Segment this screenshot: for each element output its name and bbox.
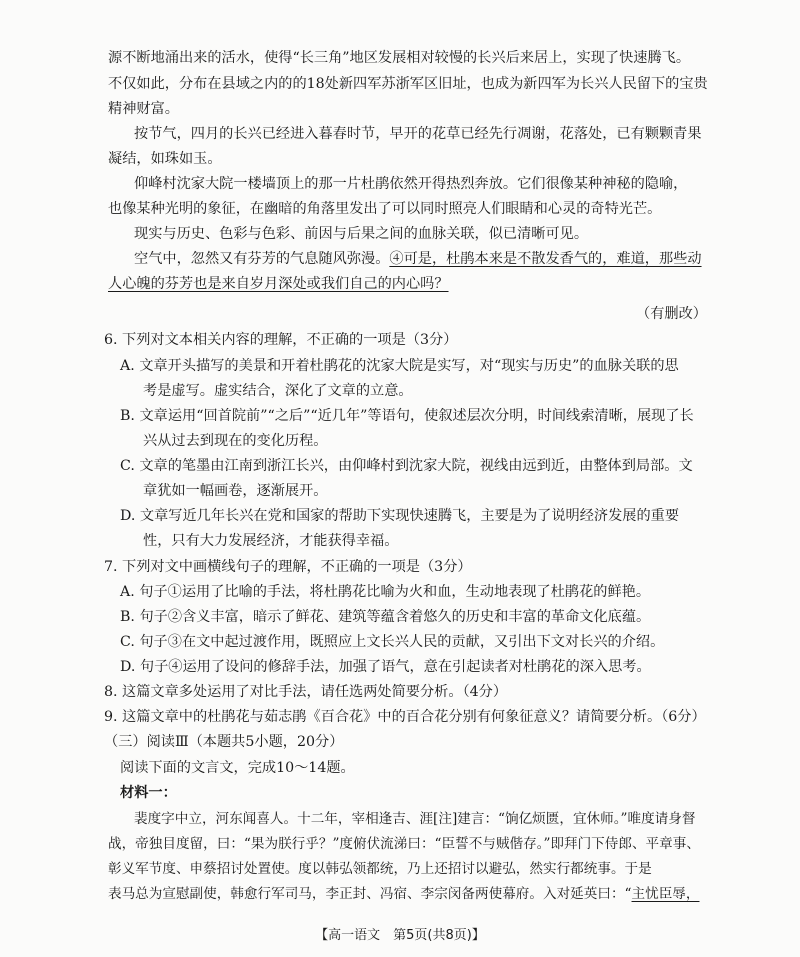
passage-line: 凝结，如珠如玉。 <box>108 151 222 167</box>
passage-line: 现实与历史、色彩与色彩、前因与后果之间的血脉关联，似已清晰可见。 <box>134 226 589 242</box>
passage-line: 不仅如此，分布在县域之内的的18处新四军苏浙军区旧址，也成为新四军为长兴人民留下的宝贵 <box>108 76 708 92</box>
passage-line <box>134 249 702 269</box>
q6-option-a-cont: 考是虚写。虚实结合，深化了文章的立意。 <box>143 383 413 399</box>
classical-text: 表马总为宣慰副使，韩愈行军司马，李正封、冯宿、李宗闵备两使幕府。入对延英曰：“ <box>108 886 632 902</box>
passage-line: 源不断地涌出来的活水，使得“长三角”地区发展相对较慢的长兴后来居上，实现了快速腾飞。 <box>108 50 691 66</box>
q6-option-c-cont: 章犹如一幅画卷，逐渐展开。 <box>143 483 328 499</box>
q6-option-d: D. 文章写近几年长兴在党和国家的帮助下实现快速腾飞，主要是为了说明经济发展的重要 <box>120 508 680 524</box>
q7-option-b: B. 句子②含义丰富，暗示了鲜花、建筑等蕴含着悠久的历史和丰富的革命文化底蕴。 <box>120 609 651 625</box>
material-1-label: 材料一： <box>120 785 177 801</box>
passage-line: 仰峰村沈家大院一楼墙顶上的那一片杜鹃依然开得热烈奔放。它们很像某种神秘的隐喻， <box>134 176 688 192</box>
classical-line <box>108 884 699 904</box>
q6-option-c: C. 文章的笔墨由江南到浙江长兴，由仰峰村到沈家大院，视线由远到近，由整体到局部。文 <box>120 458 693 474</box>
classical-line: 彰义军节度、申蔡招讨处置使。度以韩弘领都统，乃上还招讨以避弘，然实行都统事。于是 <box>108 861 652 877</box>
q7-option-c: C. 句子③在文中起过渡作用，既照应上文长兴人民的贡献，又引出下文对长兴的介绍。 <box>120 634 665 650</box>
question-7-stem: 7. 下列对文中画横线句子的理解，不正确的一项是（3分） <box>104 559 472 575</box>
classical-line: 裴度字中立，河东闻喜人。十二年，宰相逢吉、涯[注]建言：“饷亿烦匮，宜休师。”唯度请身督 <box>134 811 696 827</box>
section-3-title: （三）阅读Ⅲ（本题共5小题，20分） <box>104 734 344 750</box>
q7-option-a: A. 句子①运用了比喻的手法，将杜鹃花比喻为火和血，生动地表现了杜鹃花的鲜艳。 <box>120 584 651 600</box>
classical-line: 战，帝独目度留，曰：“果为朕行乎？”度俯伏流涕曰：“臣誓不与贼偕存。”即拜门下侍郎、平章事、 <box>108 836 700 852</box>
underlined-sentence: 主忧臣辱， <box>631 886 700 902</box>
section-3-instruction: 阅读下面的文言文，完成10～14题。 <box>120 760 355 776</box>
underlined-sentence-4-cont: 人心魄的芬芳也是来自岁月深处或我们自己的内心吗？ <box>108 276 449 292</box>
question-9: 9. 这篇文章中的杜鹃花与茹志鹃《百合花》中的百合花分别有何象征意义？请简要分析。（6分） <box>104 709 706 725</box>
question-8: 8. 这篇文章多处运用了对比手法，请任选两处简要分析。（4分） <box>104 684 508 700</box>
question-6-stem: 6. 下列对文本相关内容的理解，不正确的一项是（3分） <box>104 332 458 348</box>
q6-option-d-cont: 性，只有大力发展经济，才能获得幸福。 <box>143 533 399 549</box>
q7-option-d: D. 句子④运用了设问的修辞手法，加强了语气，意在引起读者对杜鹃花的深入思考。 <box>120 659 651 675</box>
underlined-sentence-4: ④可是，杜鹃本来是不散发香气的，难道，那些动 <box>389 251 702 267</box>
passage-line: 按节气，四月的长兴已经进入暮春时节，早开的花草已经先行凋谢，花落处，已有颗颗青果 <box>134 126 702 142</box>
page-footer: 【高一语文 第5页(共8页)】 <box>315 928 485 943</box>
passage-text: 空气中，忽然又有芬芳的气息随风弥漫。 <box>134 251 390 267</box>
source-note: （有删改） <box>636 306 707 322</box>
passage-line: 也像某种光明的象征，在幽暗的角落里发出了可以同时照亮人们眼睛和心灵的奇特光芒。 <box>108 201 662 217</box>
q6-option-a: A. 文章开头描写的美景和开着杜鹃花的沈家大院是实写，对“现实与历史”的血脉关联的思 <box>120 358 679 374</box>
q6-option-b: B. 文章运用“回首院前”“之后”“近几年”等语句，使叙述层次分明，时间线索清晰，展现了长 <box>120 408 694 424</box>
passage-line: 精神财富。 <box>108 101 179 117</box>
q6-option-b-cont: 兴从过去到现在的变化历程。 <box>143 433 328 449</box>
